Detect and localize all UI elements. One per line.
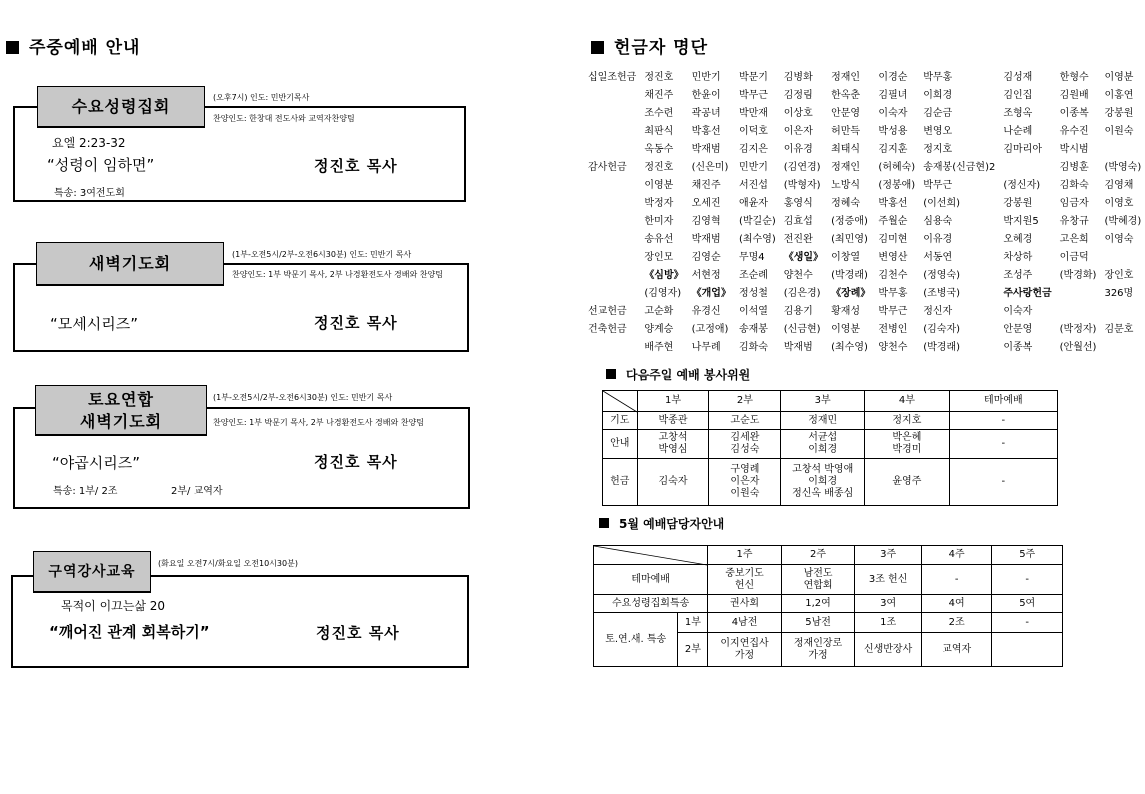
roster-name: 이유경 (923, 233, 953, 245)
cell: 3여 (855, 595, 922, 613)
roster-name: 허만득 (831, 125, 861, 137)
roster-name: 326명 (1104, 287, 1134, 299)
roster-name: (최수영) (738, 233, 776, 245)
offering-heading: 헌금자 명단 (591, 33, 708, 58)
cell: 1,2여 (781, 595, 855, 613)
roster-name: 유창규 (1059, 215, 1089, 227)
roster-name: (박경화) (1059, 269, 1097, 281)
cell: 1조 (855, 613, 922, 633)
roster-name: 김병화 (783, 71, 813, 83)
roster-name: 변영산 (878, 251, 908, 263)
roster-category (588, 228, 640, 246)
cell: 5여 (992, 595, 1063, 613)
roster-name: 오혜경 (1003, 233, 1033, 245)
table-row (603, 430, 1058, 459)
roster-name: 김마리아 (1003, 143, 1042, 155)
square-bullet-icon (6, 41, 19, 54)
roster-name: 이경순 (878, 71, 908, 83)
cell: 고창석 박영애 이희경 정신옥 배종심 (781, 459, 865, 506)
roster-name: 박무홍 (923, 71, 953, 83)
dawn-sermon-title: “모세시리즈” (50, 315, 138, 333)
roster-name: 이숙자 (878, 107, 908, 119)
roster-name: 노방식 (831, 179, 861, 191)
roster-row (588, 102, 1145, 120)
roster-name: (김은경) (783, 287, 821, 299)
cell: 구영례 이은자 이원숙 (709, 459, 781, 506)
roster-name: 최태식 (831, 143, 861, 155)
roster-name: 송재봉 (738, 323, 768, 335)
roster-row (588, 318, 1145, 336)
roster-name: (고정애) (691, 323, 729, 335)
roster-name: 장인모 (644, 251, 674, 263)
square-bullet-icon (606, 369, 616, 379)
row-sublabel: 1부 (678, 613, 708, 633)
roster-name: (정신자) (1003, 179, 1041, 191)
roster-row (588, 192, 1145, 210)
roster-category (588, 174, 640, 192)
roster-name: 민반기 (738, 161, 768, 173)
roster-name (999, 156, 1055, 174)
col-header: 4주 (921, 546, 992, 565)
roster-category (588, 192, 640, 210)
col-header: 1주 (708, 546, 782, 565)
roster-name: 안문영 (831, 107, 861, 119)
table-row (594, 595, 1063, 613)
roster-name: 《개업》 (691, 287, 731, 299)
roster-name: 채진주 (644, 89, 674, 101)
roster-name: 정재인 (831, 71, 861, 83)
roster-name: 유수진 (1059, 125, 1089, 137)
roster-name: 조수련 (644, 107, 674, 119)
cell: 박종관 (637, 412, 709, 430)
roster-name: 이희경 (923, 89, 953, 101)
cell: - (992, 613, 1063, 633)
cell: 김세완 김성숙 (709, 430, 781, 459)
roster-name: 김필녀 (878, 89, 908, 101)
col-header: 2주 (781, 546, 855, 565)
roster-name: 서진섭 (738, 179, 768, 191)
dawn-service-title: 새벽기도회 (36, 242, 224, 286)
roster-name: 황재성 (831, 305, 861, 317)
col-header: 1부 (637, 391, 709, 412)
roster-name: 채진주 (691, 179, 721, 191)
teacher-edu-title: 구역강사교육 (33, 551, 151, 593)
cell: 교역자 (921, 633, 992, 667)
cell: 고순도 (709, 412, 781, 430)
roster-name: 김미현 (878, 233, 908, 245)
roster-name: (박길순) (738, 215, 776, 227)
roster-name: 이종복 (1003, 341, 1033, 353)
row-label: 테마예배 (594, 565, 708, 595)
roster-name: 박시범 (1059, 143, 1089, 155)
roster-name: (안월선) (1059, 341, 1097, 353)
roster-name: 장인호 (1104, 269, 1134, 281)
roster-name: 민반기 (691, 71, 721, 83)
row-sublabel: 2부 (678, 633, 708, 667)
roster-name: 박무근 (738, 89, 768, 101)
table-row (594, 613, 1063, 633)
roster-name: 양천수 (878, 341, 908, 353)
roster-name: 박무근 (878, 305, 908, 317)
roster-name: (최수영) (831, 341, 868, 353)
roster-category (588, 120, 640, 138)
cell: 4남전 (708, 613, 782, 633)
roster-name: 무명4 (738, 251, 765, 263)
roster-name: 박만재 (738, 107, 768, 119)
sat-sermon-title: “야곱시리즈” (52, 454, 140, 472)
roster-name: 나순례 (1003, 125, 1033, 137)
roster-name: 변영오 (923, 125, 953, 137)
cell: 정지호 (865, 412, 950, 430)
roster-name: 조성주 (1003, 269, 1033, 281)
roster-name: (정봉애) (878, 179, 916, 191)
roster-name: 김화숙 (1059, 179, 1089, 191)
cell: 2조 (921, 613, 992, 633)
roster-name: (조병국) (923, 287, 961, 299)
roster-name: 정진호 (644, 71, 674, 83)
row-label: 기도 (603, 412, 638, 430)
cell: 신생반장사 (855, 633, 922, 667)
roster-name (1100, 246, 1145, 264)
roster-name: 최판식 (644, 125, 674, 137)
roster-name: 정진호 (644, 161, 674, 173)
row-label: 헌금 (603, 459, 638, 506)
roster-name: 이은자 (783, 125, 813, 137)
sat-special-song-1: 특송: 1부/ 2조 (53, 486, 118, 497)
roster-name: 김천수 (878, 269, 908, 281)
roster-category: 감사헌금 (588, 161, 627, 173)
roster-name: 임금자 (1059, 197, 1089, 209)
cell: 박은혜 박경미 (865, 430, 950, 459)
roster-name: (최민영) (831, 233, 868, 245)
roster-name: 이상호 (783, 107, 813, 119)
roster-name: 전진완 (783, 233, 813, 245)
roster-name: (박형자) (783, 179, 821, 191)
roster-name: 한윤이 (691, 89, 721, 101)
sat-service-time: (1부-오전5시/2부-오전6시30분) 인도: 민반기 목사 (213, 393, 393, 402)
roster-name: 고은희 (1059, 233, 1089, 245)
roster-name: 김영순 (691, 251, 721, 263)
roster-name: 김효섭 (783, 215, 813, 227)
col-header: 5주 (992, 546, 1063, 565)
roster-name: (정증애) (831, 215, 868, 227)
wed-special-song: 특송: 3여전도회 (54, 188, 125, 199)
roster-name: 《장례》 (831, 287, 871, 299)
roster-row (588, 300, 1145, 318)
roster-name: (김영자) (644, 287, 682, 299)
roster-name: 박재범 (691, 143, 721, 155)
roster-name: 고순화 (644, 305, 674, 317)
roster-name: 서현정 (691, 269, 721, 281)
cell: 서균섭 이희경 (781, 430, 865, 459)
col-header: 2부 (709, 391, 781, 412)
roster-name: 조순례 (738, 269, 768, 281)
roster-name (1056, 282, 1101, 300)
roster-name: 양천수 (783, 269, 813, 281)
roster-name: 정신자 (923, 305, 953, 317)
roster-name: 김성재 (1003, 71, 1033, 83)
dawn-service-time: (1부-오전5시/2부-오전6시30분) 인도: 민반기 목사 (232, 250, 412, 259)
roster-category (588, 282, 640, 300)
roster-row (588, 66, 1145, 84)
may-schedule-table (593, 545, 1063, 667)
table-row (603, 412, 1058, 430)
roster-name: 박홍선 (878, 197, 908, 209)
roster-name: 박재범 (783, 341, 813, 353)
teacher-edu-sermon: “깨어진 관계 회복하기” (49, 623, 210, 641)
roster-name: 송유선 (644, 233, 674, 245)
roster-row (588, 84, 1145, 102)
roster-name: 김정림 (783, 89, 813, 101)
next-week-heading: 다음주일 예배 봉사위원 (606, 366, 750, 383)
roster-name: 주월순 (878, 215, 908, 227)
roster-name: (박경래) (831, 269, 868, 281)
roster-name: 송재봉(신금현)2 (923, 161, 996, 173)
roster-name: 정혜숙 (831, 197, 861, 209)
teacher-edu-book: 목적이 이끄는삶 20 (61, 599, 166, 613)
roster-category (588, 264, 640, 282)
dawn-service-praise: 찬양인도: 1부 박문기 목사, 2부 나경환전도사 경배와 찬양팀 (232, 270, 443, 279)
roster-name: 박재범 (691, 233, 721, 245)
col-header: 3주 (855, 546, 922, 565)
roster-name: 이석열 (738, 305, 768, 317)
roster-category (588, 336, 640, 354)
roster-category (588, 102, 640, 120)
roster-name: 박성용 (878, 125, 908, 137)
roster-name: 이영분 (831, 323, 861, 335)
roster-name (1100, 138, 1145, 156)
roster-row (588, 156, 1145, 174)
roster-name: (김연경) (783, 161, 821, 173)
roster-name: 차상하 (1003, 251, 1033, 263)
sat-preacher: 정진호 목사 (314, 453, 398, 471)
roster-name: 박지원5 (1003, 215, 1039, 227)
roster-name: 김영채 (1104, 179, 1134, 191)
square-bullet-icon (599, 518, 609, 528)
cell: 중보기도 헌신 (708, 565, 782, 595)
roster-category: 십일조헌금 (588, 71, 637, 83)
roster-name: 박문기 (738, 71, 768, 83)
may-heading: 5월 예배담당자안내 (599, 515, 724, 532)
wed-verse: 요엘 2:23-32 (52, 136, 126, 150)
cell: 김숙자 (637, 459, 709, 506)
roster-name: 정재인 (831, 161, 861, 173)
roster-name: 박무홍 (878, 287, 908, 299)
roster-name: 이숙자 (1003, 305, 1033, 317)
diagonal-header-cell (594, 546, 708, 565)
cell: 3조 헌신 (855, 565, 922, 595)
roster-row (588, 228, 1145, 246)
roster-name (1100, 300, 1145, 318)
roster-name: 이종복 (1059, 107, 1089, 119)
roster-name: (박경래) (923, 341, 961, 353)
square-bullet-icon (591, 41, 604, 54)
roster-name: (박정자) (1059, 323, 1097, 335)
roster-name: 《심방》 (644, 269, 684, 281)
roster-name: 배주현 (644, 341, 674, 353)
roster-name: 한옥춘 (831, 89, 861, 101)
roster-name: (박혜경) (1104, 215, 1142, 227)
cell: 정재민 (781, 412, 865, 430)
roster-name: 애윤자 (738, 197, 768, 209)
table-row (594, 565, 1063, 595)
roster-name: 김병훈 (1059, 161, 1089, 173)
roster-name: 김지훈 (878, 143, 908, 155)
offering-roster (588, 66, 1145, 354)
weekday-service-heading: 주중예배 안내 (6, 33, 140, 58)
wed-service-time: (오후7시) 인도: 민반기목사 (213, 93, 310, 102)
cell: - (921, 565, 992, 595)
teacher-edu-time: (화요일 오전7시/화요일 오전10시30분) (158, 559, 298, 568)
roster-name: 김화숙 (738, 341, 768, 353)
roster-name: 홍영식 (783, 197, 813, 209)
roster-name: 이덕호 (738, 125, 768, 137)
cell: 정재인장로 가정 (781, 633, 855, 667)
row-label: 안내 (603, 430, 638, 459)
roster-name: 서동연 (923, 251, 953, 263)
roster-name: (신은미) (691, 161, 729, 173)
cell: 이지연집사 가정 (708, 633, 782, 667)
roster-name: (이선희) (923, 197, 961, 209)
cell: 고창석 박영심 (637, 430, 709, 459)
roster-name: 김지은 (738, 143, 768, 155)
roster-name: 전병인 (878, 323, 908, 335)
roster-name: 김문호 (1104, 323, 1134, 335)
col-header: 3부 (781, 391, 865, 412)
roster-name: 조형옥 (1003, 107, 1033, 119)
cell: 5남전 (781, 613, 855, 633)
roster-name: 이유경 (783, 143, 813, 155)
roster-name: 곽공녀 (691, 107, 721, 119)
roster-name: 이영분 (644, 179, 674, 191)
roster-name: 한형수 (1059, 71, 1089, 83)
roster-row (588, 174, 1145, 192)
roster-name: 박정자 (644, 197, 674, 209)
roster-name: 이금덕 (1059, 251, 1089, 263)
sat-service-praise: 찬양인도: 1부 박문기 목사, 2부 나경환전도사 경배와 찬양팀 (213, 418, 424, 427)
roster-category: 건축헌금 (588, 323, 627, 335)
wed-service-title: 수요성령집회 (37, 86, 205, 128)
wed-service-praise: 찬양인도: 한창대 전도사와 교역자찬양팀 (213, 114, 355, 123)
sat-service-title: 토요연합 새벽기도회 (35, 385, 207, 436)
teacher-edu-preacher: 정진호 목사 (316, 624, 400, 642)
roster-name: 정지호 (923, 143, 953, 155)
sat-special-song-2: 2부/ 교역자 (171, 486, 223, 497)
roster-row (588, 138, 1145, 156)
roster-name: (신금현) (783, 323, 821, 335)
roster-name: 옥동수 (644, 143, 674, 155)
cell: 4여 (921, 595, 992, 613)
roster-name: 김원배 (1059, 89, 1089, 101)
roster-row (588, 264, 1145, 282)
cell: - (992, 565, 1063, 595)
roster-name: 주사랑헌금 (1003, 287, 1052, 299)
roster-category: 선교헌금 (588, 305, 627, 317)
roster-name: 이창열 (831, 251, 861, 263)
roster-name: (허혜숙) (878, 161, 916, 173)
roster-name: 박홍선 (691, 125, 721, 137)
roster-name: 이영호 (1104, 197, 1134, 209)
cell: 권사회 (708, 595, 782, 613)
cell: - (949, 412, 1057, 430)
roster-name: 나무례 (691, 341, 721, 353)
roster-name: 이원숙 (1104, 125, 1134, 137)
roster-row (588, 210, 1145, 228)
cell: - (949, 459, 1057, 506)
roster-category (588, 138, 640, 156)
roster-name: 한미자 (644, 215, 674, 227)
roster-name: 김순금 (923, 107, 953, 119)
roster-row (588, 336, 1145, 354)
roster-name: 정성철 (738, 287, 768, 299)
roster-name: 김인집 (1003, 89, 1033, 101)
roster-row (588, 120, 1145, 138)
roster-row (588, 246, 1145, 264)
roster-name: (박영숙) (1104, 161, 1142, 173)
roster-name: 《생일》 (783, 251, 824, 263)
row-label: 토.연.새. 특송 (594, 613, 678, 667)
roster-name: 심용숙 (923, 215, 953, 227)
roster-row (588, 282, 1145, 300)
roster-name: (정영숙) (923, 269, 961, 281)
cell: - (949, 430, 1057, 459)
next-week-table (602, 390, 1058, 506)
cell: 윤영주 (865, 459, 950, 506)
row-label: 수요성령집회특송 (594, 595, 708, 613)
roster-name: 양계승 (644, 323, 674, 335)
roster-name: (김숙자) (923, 323, 961, 335)
wed-preacher: 정진호 목사 (314, 157, 398, 175)
roster-name (1100, 336, 1145, 354)
cell (992, 633, 1063, 667)
roster-category (588, 246, 640, 264)
table-row (603, 459, 1058, 506)
wed-sermon-title: “성령이 임하면” (47, 156, 155, 174)
roster-name: 이영분 (1104, 71, 1134, 83)
roster-name: 김용기 (783, 305, 813, 317)
roster-name: 강봉원 (1104, 107, 1134, 119)
col-header: 4부 (865, 391, 950, 412)
roster-name (1056, 300, 1101, 318)
roster-name: 강봉원 (1003, 197, 1033, 209)
diagonal-header-cell (603, 391, 638, 412)
roster-name: 유경신 (691, 305, 721, 317)
dawn-preacher: 정진호 목사 (314, 314, 398, 332)
roster-name: 박무근 (923, 179, 953, 191)
roster-name: 이영숙 (1104, 233, 1134, 245)
col-header: 테마예배 (949, 391, 1057, 412)
cell: 남전도 연합회 (781, 565, 855, 595)
roster-name: 김영혁 (691, 215, 721, 227)
roster-category (588, 210, 640, 228)
roster-category (588, 84, 640, 102)
roster-name: 안문영 (1003, 323, 1033, 335)
roster-name: 이홍연 (1104, 89, 1134, 101)
roster-name: 오세진 (691, 197, 721, 209)
